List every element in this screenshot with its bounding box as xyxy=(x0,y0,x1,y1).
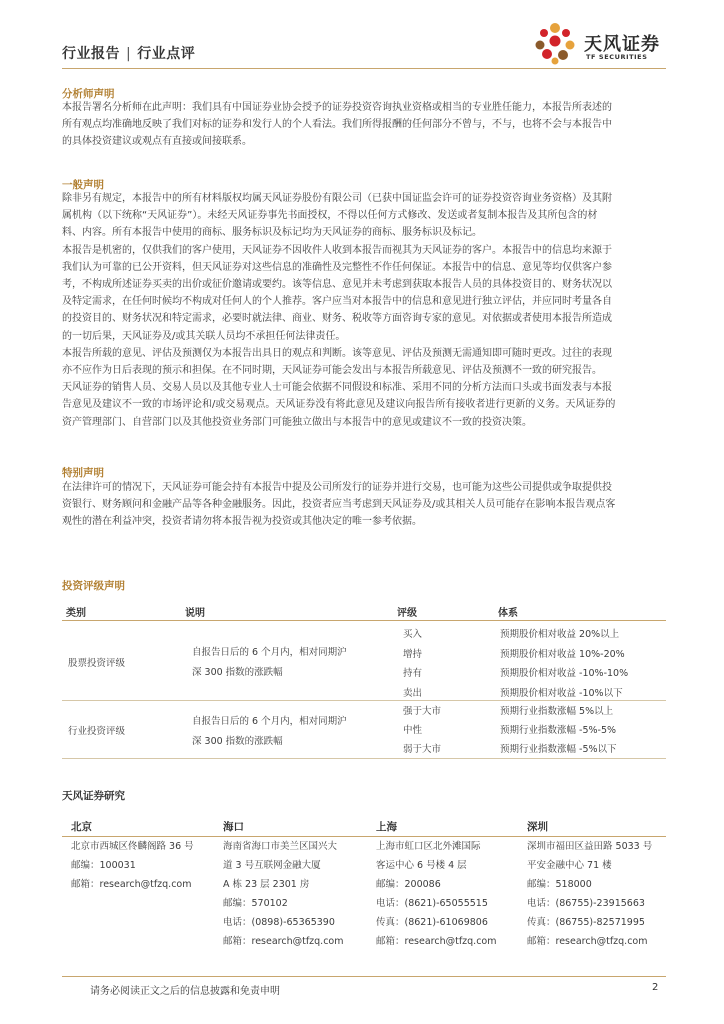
office-line: 邮箱：research@tfzq.com xyxy=(527,936,648,947)
office-line: 平安金融中心 71 楼 xyxy=(527,860,612,871)
office-shanghai xyxy=(376,837,497,951)
rating-grade: 弱于大市 xyxy=(403,744,442,755)
paragraph-line: 资产管理部门、自营部门以及其他投资业务部门可能独立做出与本报告中的意见或建议不一致的投资决策。 xyxy=(62,416,532,428)
rating-header-system: 体系 xyxy=(498,608,518,619)
paragraph-line: 在法律许可的情况下，天风证券可能会持有本报告中提及公司所发行的证券并进行交易，也可能为这些公司提供或争取提供投 xyxy=(62,482,612,493)
paragraph-line: 属机构（以下统称“天风证券”）。未经天风证券事先书面授权，不得以任何方式修改、发送或者复制本报告及其所包含的材 xyxy=(62,210,598,222)
office-line: 上海市虹口区北外滩国际 xyxy=(376,841,481,852)
header-title-left: 行业报告 xyxy=(62,46,120,62)
paragraph-line: 的具体投资建议或观点有直接或间接联系。 xyxy=(62,136,252,148)
description-line: 深 300 指数的涨跌幅 xyxy=(192,736,283,747)
office-line: 传真：(86755)-82571995 xyxy=(527,917,645,928)
rating-grade: 持有 xyxy=(403,668,423,679)
rating-grade: 买入 xyxy=(403,629,423,640)
paragraph-line: 及特定需求，在任何时候均不构成对任何人的个人推荐。客户应当对本报告中的信息和意见进行独立评估，并应同时考量各自 xyxy=(62,296,612,308)
header-title-right: 行业点评 xyxy=(137,46,196,62)
footer-divider xyxy=(62,976,666,977)
analyst-statement-body xyxy=(62,99,666,151)
rating-header-category: 类别 xyxy=(66,608,86,619)
footer-disclaimer: 请务必阅读正文之后的信息披露和免责申明 xyxy=(90,986,280,997)
paragraph-line: 亦不应作为日后表现的预示和担保。在不同时期，天风证券可能会发出与本报告所载意见、评估及预测不一致的研究报告。 xyxy=(62,365,602,377)
office-line: 邮编：518000 xyxy=(527,879,592,890)
rating-title: 投资评级声明 xyxy=(62,580,125,592)
rating-header-grade: 评级 xyxy=(397,608,417,619)
description-line: 深 300 指数的涨跌幅 xyxy=(192,667,283,678)
office-line: 邮箱：research@tfzq.com xyxy=(71,879,192,890)
analyst-statement-title: 分析师声明 xyxy=(62,88,115,100)
rating-category-industry: 行业投资评级 xyxy=(68,726,126,737)
offices-header xyxy=(62,816,666,837)
rating-group-divider xyxy=(62,700,666,701)
office-line: 客运中心 6 号楼 4 层 xyxy=(376,860,467,871)
paragraph-line: 考，不构成所述证券买卖的出价或征价邀请或要约。该等信息、意见并未考虑到获取本报告人员的具体投资目的、财务状况以 xyxy=(62,279,612,291)
paragraph-line: 观性的潜在利益冲突，投资者请勿将本报告视为投资或其他决定的唯一参考依据。 xyxy=(62,516,422,528)
header-title xyxy=(62,43,195,63)
research-title: 天风证券研究 xyxy=(62,790,125,802)
header-divider xyxy=(62,68,666,69)
office-beijing xyxy=(71,837,194,894)
paragraph-line: 料、内容。所有本报告中使用的商标、服务标识及标记均为天风证券的商标、服务标识及标记。 xyxy=(62,227,482,239)
paragraph-line: 本报告是机密的，仅供我们的客户使用，天风证券不因收件人收到本报告而视其为天风证券的客户。本报告中的信息均来源于 xyxy=(62,244,612,256)
paragraph-line: 的投资目的、财务状况和特定需求，必要时就法律、商业、财务、税收等方面咨询专家的意见。对依据或者使用本报告所造成 xyxy=(62,313,612,325)
office-line: 邮编：570102 xyxy=(223,898,288,909)
paragraph-line: 本报告署名分析师在此声明：我们具有中国证券业协会授予的证券投资咨询执业资格或相当的专业胜任能力，本报告所表述的 xyxy=(62,102,612,113)
page-number: 2 xyxy=(652,982,659,993)
office-line: 邮编：100031 xyxy=(71,860,136,871)
rating-grade: 强于大市 xyxy=(403,706,442,717)
tf-logo-icon xyxy=(532,20,580,66)
office-city-shenzhen: 深圳 xyxy=(527,821,548,833)
rating-header-description: 说明 xyxy=(185,608,205,619)
office-line: 电话：(0898)-65365390 xyxy=(223,917,335,928)
rating-grade: 中性 xyxy=(403,725,423,736)
office-city-beijing: 北京 xyxy=(71,821,92,833)
paragraph-line: 我们认为可靠的已公开资料，但天风证券对这些信息的准确性及完整性不作任何保证。本报告中的信息、意见等均仅供客户参 xyxy=(62,261,612,273)
rating-system: 预期股价相对收益 -10%-10% xyxy=(500,668,629,679)
rating-system: 预期股价相对收益 20%以上 xyxy=(500,629,620,640)
paragraph-line: 除非另有规定，本报告中的所有材料版权均属天风证券股份有限公司（已获中国证监会许可的证券投资咨询业务资格）及其附 xyxy=(62,193,612,204)
rating-system: 预期行业指数涨幅 -5%-5% xyxy=(500,725,617,736)
rating-system: 预期行业指数涨幅 5%以上 xyxy=(500,706,614,717)
office-line: 深圳市福田区益田路 5033 号 xyxy=(527,841,653,852)
rating-system: 预期股价相对收益 -10%以下 xyxy=(500,688,623,699)
office-line: 邮箱：research@tfzq.com xyxy=(223,936,344,947)
office-city-haikou: 海口 xyxy=(223,821,244,833)
office-line: 海南省海口市美兰区国兴大 xyxy=(223,841,338,852)
office-line: 电话：(8621)-65055515 xyxy=(376,898,488,909)
rating-table-header xyxy=(62,600,666,621)
office-line: 邮编：200086 xyxy=(376,879,441,890)
paragraph-line: 资银行、财务顾问和金融产品等各种金融服务。因此，投资者应当考虑到天风证券及/或其相关人员可能存在影响本报告观点客 xyxy=(62,499,616,511)
office-line: 北京市西城区佟麟阁路 36 号 xyxy=(71,841,194,852)
special-statement-body xyxy=(62,479,666,531)
header-separator: | xyxy=(126,46,132,62)
description-line: 自报告日后的 6 个月内，相对同期沪 xyxy=(192,716,347,727)
office-haikou xyxy=(223,837,344,951)
office-line: 道 3 号互联网金融大厦 xyxy=(223,860,321,871)
office-shenzhen xyxy=(527,837,652,951)
paragraph-line: 天风证券的销售人员、交易人员以及其他专业人士可能会依据不同假设和标准、采用不同的分析方法而口头或书面发表与本报 xyxy=(62,382,612,394)
rating-grade: 增持 xyxy=(403,649,423,660)
rating-table-bottom xyxy=(62,758,666,759)
logo-name-en: TF SECURITIES xyxy=(586,53,648,61)
rating-description-industry xyxy=(192,712,347,752)
office-line: 邮箱：research@tfzq.com xyxy=(376,936,497,947)
rating-description-stock xyxy=(192,643,347,683)
office-line: 电话：(86755)-23915663 xyxy=(527,898,645,909)
special-statement-title: 特别声明 xyxy=(62,467,104,479)
paragraph-line: 告意见及建议不一致的市场评论和/或交易观点。天风证券没有将此意见及建议向报告所有接收者进行更新的义务。天风证券的 xyxy=(62,399,616,411)
logo-name-cn: 天风证券 xyxy=(584,34,660,55)
office-city-shanghai: 上海 xyxy=(376,821,397,833)
paragraph-line: 所有观点均准确地反映了我们对标的证券和发行人的个人看法。我们所得报酬的任何部分不曾与，不与，也将不会与本报告中 xyxy=(62,119,612,131)
paragraph-line: 的一切后果，天风证券及/或其关联人员均不承担任何法律责任。 xyxy=(62,330,346,342)
office-line: A 栋 23 层 2301 房 xyxy=(223,879,310,890)
description-line: 自报告日后的 6 个月内，相对同期沪 xyxy=(192,647,347,658)
rating-system: 预期股价相对收益 10%-20% xyxy=(500,649,625,660)
general-statement-body xyxy=(62,190,666,431)
paragraph-line: 本报告所载的意见、评估及预测仅为本报告出具日的观点和判断。该等意见、评估及预测无需通知即可随时更改。过往的表现 xyxy=(62,347,612,359)
rating-category-stock: 股票投资评级 xyxy=(68,658,126,669)
rating-system: 预期行业指数涨幅 -5%以下 xyxy=(500,744,617,755)
office-line: 传真：(8621)-61069806 xyxy=(376,917,488,928)
general-statement-title: 一般声明 xyxy=(62,179,104,191)
rating-grade: 卖出 xyxy=(403,688,423,699)
